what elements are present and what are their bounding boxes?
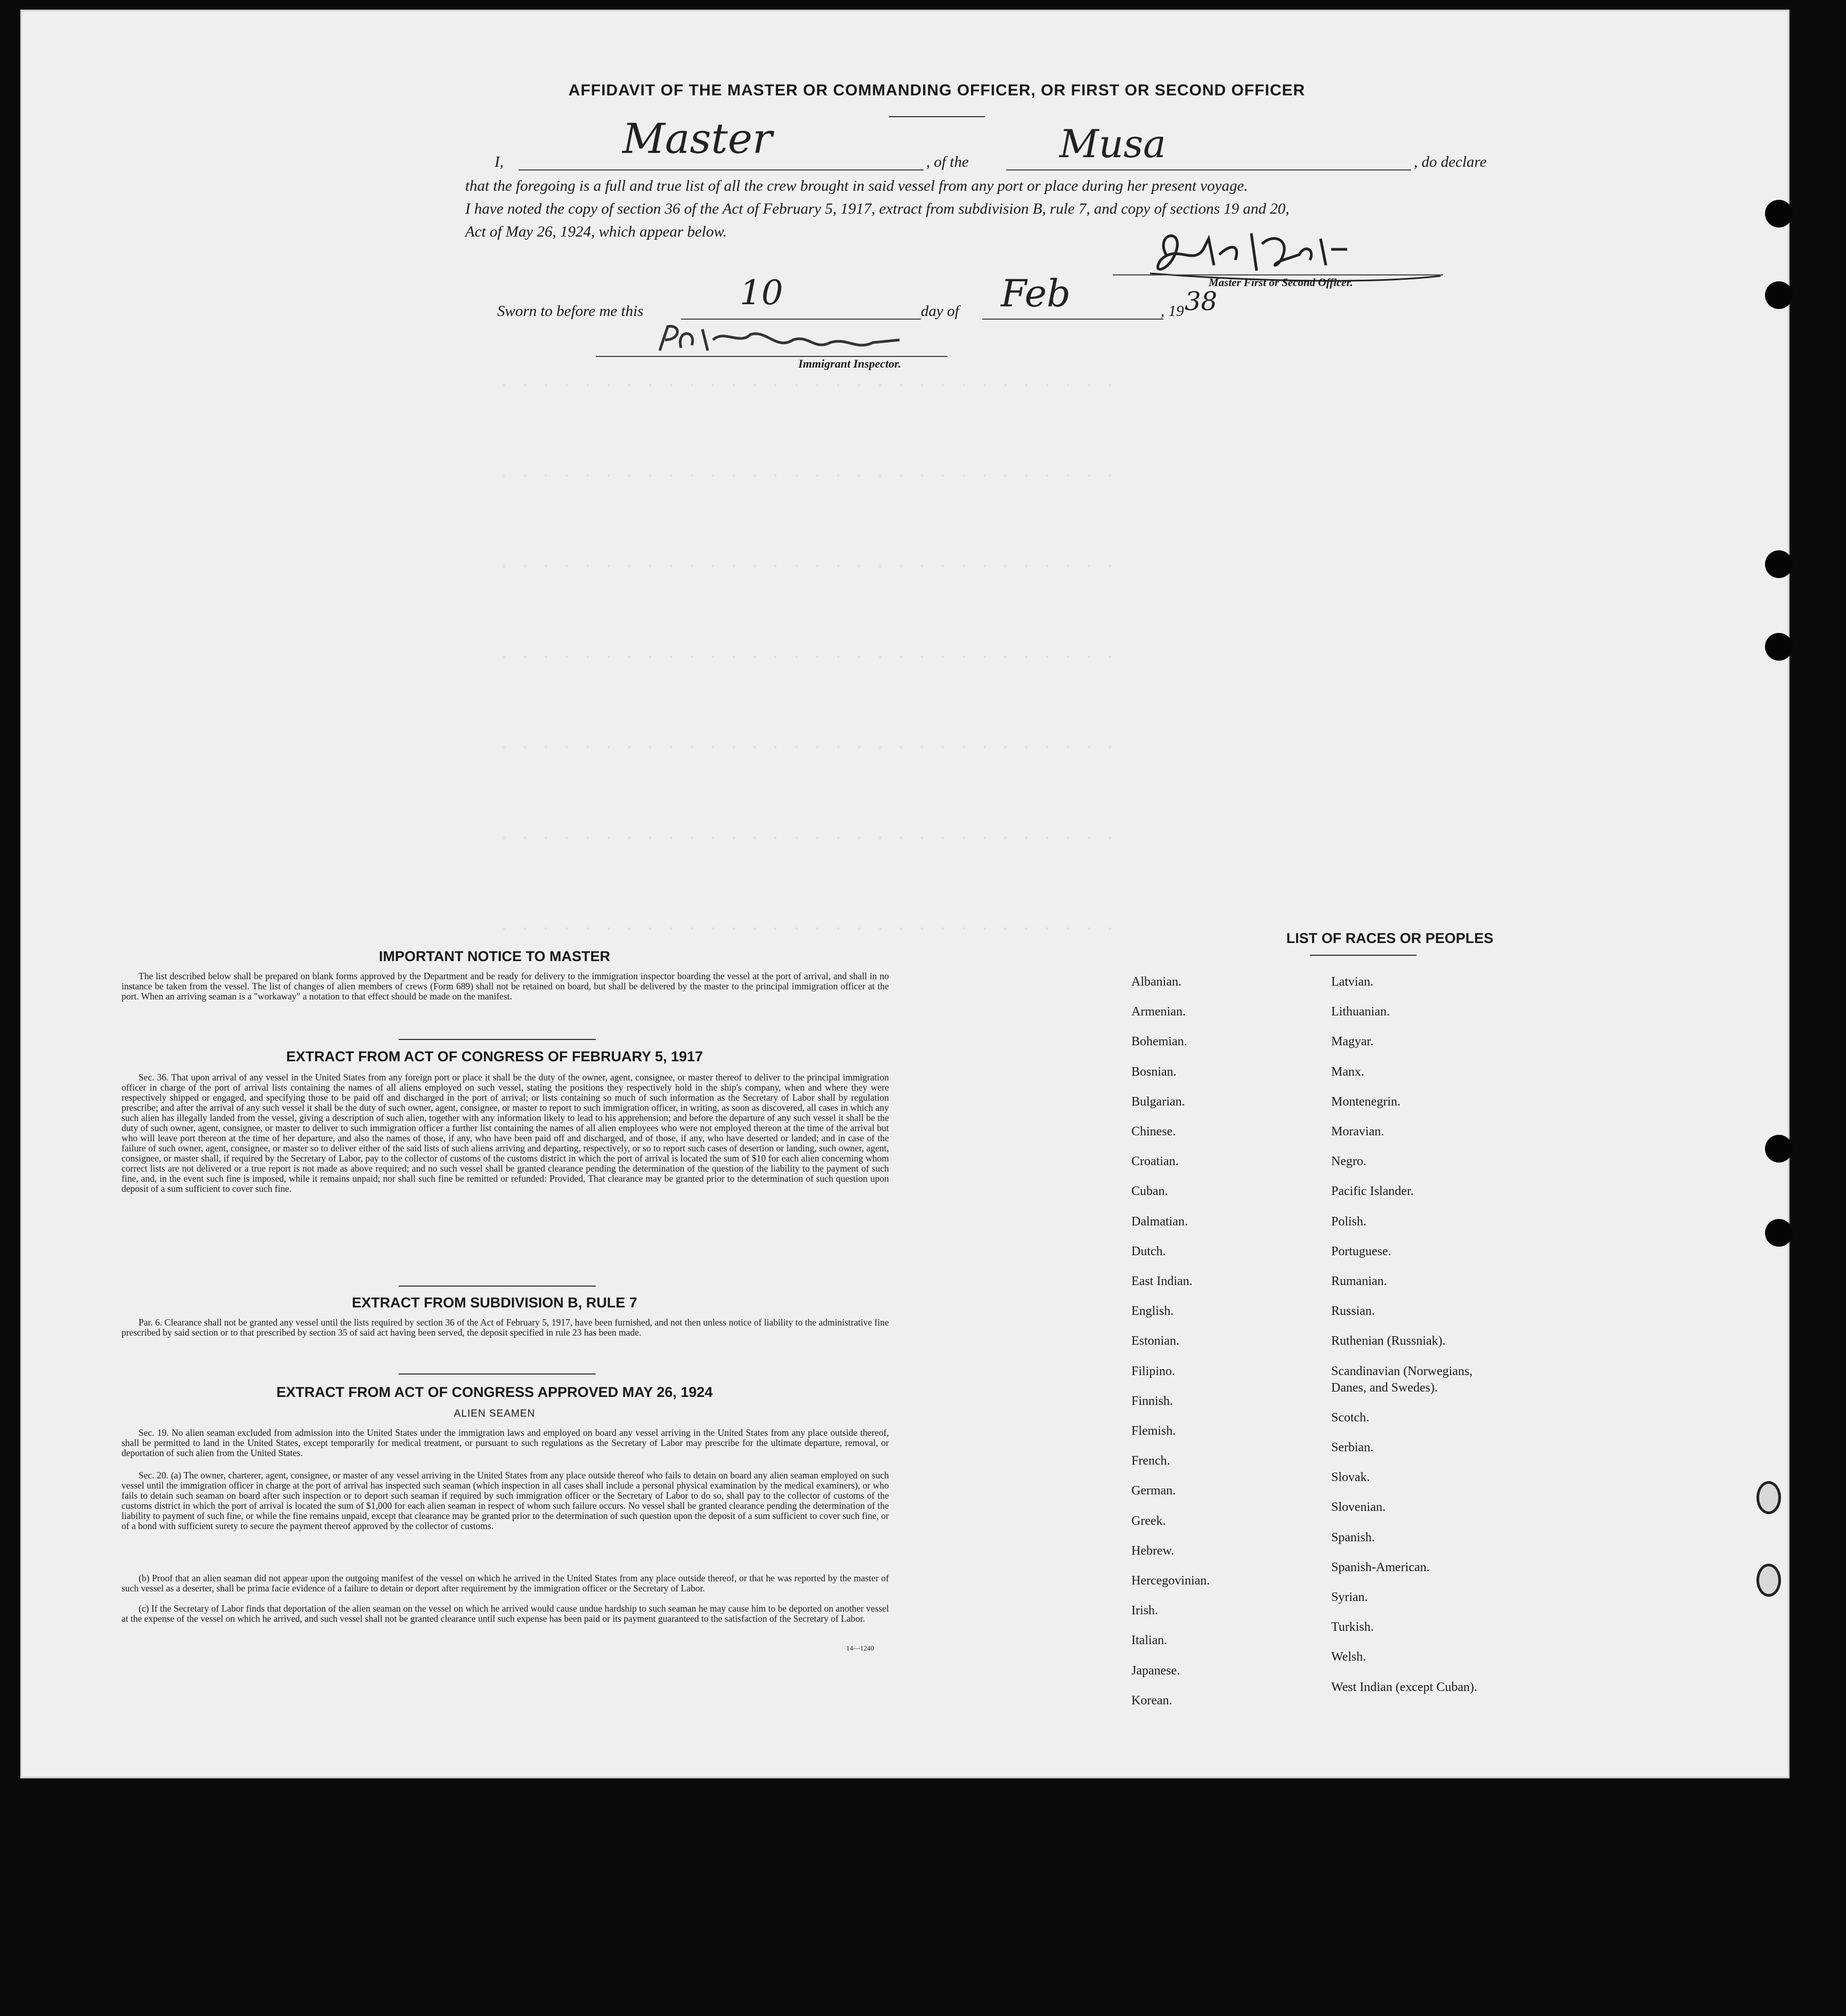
extract-1917-divider bbox=[399, 1286, 596, 1287]
affidavit-line-2: I have noted the copy of section 36 of the Act of February 5, 1917, extract from subdivision B, rule 7, and copy of sections 19 and 20, bbox=[465, 200, 1290, 217]
notice-body: The list described below shall be prepared on blank forms approved by the Department and be ready for delivery to the immigration inspector boarding the vessel at the port of arrival, and shall in no instance be taken from the vessel. The list of changes of alien members of crews (Form 689) shall not be retained on board, but shall be delivered by the master to the principal immigration officer at the port. When an arriving seaman is a "workaway" a notation to that effect should be made on the manifest. bbox=[122, 971, 889, 1002]
binder-ring bbox=[1756, 1481, 1781, 1514]
race-item: East Indian. bbox=[1131, 1274, 1193, 1288]
race-item: Croatian. bbox=[1131, 1155, 1179, 1169]
races-divider bbox=[1310, 955, 1416, 956]
race-item: Scandinavian (Norwegians, bbox=[1331, 1364, 1473, 1378]
vessel-line bbox=[1006, 169, 1411, 170]
rule7-body: Par. 6. Clearance shall not be granted any vessel until the lists required by section 36 of the Act of February 5, 1917, have been furnished, and not then unless notice of liability to the administrative fine prescribed by said section or to that prescribed by section 35 of said act having been served, the deposit specified in rule 23 has been made. bbox=[122, 1317, 889, 1338]
inspector-caption: Immigrant Inspector. bbox=[798, 357, 902, 370]
race-item: Negro. bbox=[1331, 1155, 1366, 1169]
race-item: Spanish. bbox=[1331, 1530, 1375, 1544]
race-item: Serbian. bbox=[1331, 1441, 1374, 1454]
race-item: Filipino. bbox=[1131, 1364, 1176, 1378]
handwritten-rank: Master bbox=[622, 115, 773, 163]
race-item: Syrian. bbox=[1331, 1590, 1368, 1604]
document-page bbox=[20, 10, 1790, 1778]
race-item: Turkish. bbox=[1331, 1620, 1374, 1635]
race-item: Spanish-American. bbox=[1331, 1560, 1430, 1574]
race-item: Lithuanian. bbox=[1331, 1005, 1390, 1019]
notice-divider bbox=[399, 1039, 596, 1040]
officer-caption: Master First or Second Officer. bbox=[1209, 276, 1353, 289]
sec19-text: Sec. 19. No alien seaman excluded from admission into the United States under the immigration laws and employed on board any vessel arriving in the United States from any place outside thereof, shall be permitted to land in the United States, except temporarily for medical treatment, or pursuant to such regulations as the Secretary of Labor may prescribe for the ultimate departure, removal, or deportation of such alien from the United States. bbox=[122, 1427, 889, 1458]
race-item: Bosnian. bbox=[1131, 1064, 1177, 1079]
rank-line bbox=[519, 169, 924, 170]
day-of-label: day of bbox=[921, 303, 959, 320]
race-item: Italian. bbox=[1131, 1633, 1168, 1648]
affidavit-title: AFFIDAVIT OF THE MASTER OR COMMANDING OFFICER, OR FIRST OR SECOND OFFICER bbox=[568, 82, 1306, 99]
month-line bbox=[982, 319, 1163, 320]
year-prefix: , 19 bbox=[1161, 303, 1184, 320]
race-item: Bohemian. bbox=[1131, 1035, 1187, 1049]
binder-hole bbox=[1765, 1219, 1793, 1247]
race-item: Cuban. bbox=[1131, 1184, 1168, 1199]
race-item: Finnish. bbox=[1131, 1394, 1173, 1408]
race-item: Moravian. bbox=[1331, 1125, 1384, 1139]
notice-title: IMPORTANT NOTICE TO MASTER bbox=[379, 948, 610, 964]
race-item: Manx. bbox=[1331, 1064, 1364, 1079]
race-item: Montenegrin. bbox=[1331, 1094, 1400, 1109]
race-item: German. bbox=[1131, 1484, 1176, 1498]
extract-1917-body: Sec. 36. That upon arrival of any vessel in the United States from any foreign port or place it shall be the duty of the owner, agent, consignee, or master thereof to deliver to the principal immigration officer in charge of the port of arrival lists containing the names of all aliens employed on such vessel, stating the positions they respectively hold in the ship's company, when and where they were respectively shipped or engaged, and specifying those to be paid off and discharged in the port of arrival; or lists containing so much of such information as the Secretary of Labor shall by regulation prescribe; and after the arrival of any such vessel it shall be the duty of such owner, agent, consignee, or master to report to such immigration officer, in writing, as soon as discovered, all cases in which any such alien has illegally landed from the vessel, giving a description of such alien, together with any information likely to lead to his apprehension; and before the departure of any such vessel it shall be the duty of such owner, agent, consignee, or master to deliver to such immigration officer a further list containing the names of all alien employees who were not employed thereon at the time of the arrival but who will leave port thereon at the time of her departure, and also the names of those, if any, who have been paid off and discharged, and of those, if any, who have deserted or landed; and in case of the failure of such owner, agent, consignee, or master so to deliver either of the said lists of such aliens arriving and departing, respectively, or so to report such cases of desertion or landing, such owner, agent, consignee, or master shall, if required by the Secretary of Labor, pay to the collector of customs of the customs district in which the port of arrival is located the sum of $10 for each alien concerning whom correct lists are not delivered or a true report is not made as above required; and no such vessel shall be granted clearance pending the determination of the question of the liability to the payment of such fine, and, in the event such fine is imposed, while it remains unpaid; nor shall such fine be remitted or refunded: Provided, That clearance may be granted prior to the determination of such question upon deposit of a sum sufficient to cover such fine. bbox=[122, 1072, 889, 1194]
sec20b-text: (b) Proof that an alien seaman did not appear upon the outgoing manifest of the vessel on which he arrived in the United States from any place outside thereof, or that he was reported by the master of such vessel as a deserter, shall be prima facie evidence of a failure to detain or deport after requirement by the immigration officer or the Secretary of Labor. bbox=[122, 1573, 889, 1594]
form-number: 14—1240 bbox=[846, 1644, 874, 1652]
race-item: Dutch. bbox=[1131, 1244, 1166, 1258]
do-declare-label: , do declare bbox=[1414, 153, 1487, 170]
sec20a-text: Sec. 20. (a) The owner, charterer, agent, consignee, or master of any vessel arriving in the United States from any place outside thereof who fails to detain on board any alien seaman employed on such vessel until the immigration officer in charge at the port of arrival has inspected such seaman (which inspection in all cases shall include a personal physical examination by the medical examiners), or who fails to detain such seaman on board after such inspection or to deport such seaman if required by such immigration officer or the Secretary of Labor to do so, shall pay to the collector of customs of the customs district in which the port of arrival is located the sum of $1,000 for each alien seaman in respect of whom such failure occurs. No vessel shall be granted clearance pending the determination of the liability to payment of such fine, or while the fine remains unpaid, except that clearance may be granted prior to the determination of such question upon the deposit of a sum sufficient to cover such fine, or of a bond with sufficient surety to secure the payment thereof approved by the collector of customs. bbox=[122, 1470, 889, 1531]
race-item: English. bbox=[1131, 1304, 1174, 1319]
sworn-label: Sworn to before me this bbox=[497, 303, 644, 320]
binder-hole bbox=[1765, 281, 1793, 309]
affidavit-line-1: that the foregoing is a full and true list of all the crew brought in said vessel from any port or place during her present voyage. bbox=[465, 177, 1248, 194]
rule7-divider bbox=[399, 1373, 596, 1375]
race-item: Greek. bbox=[1131, 1514, 1166, 1528]
race-item: Bulgarian. bbox=[1131, 1094, 1185, 1109]
race-item: Scotch. bbox=[1331, 1410, 1370, 1425]
race-item: Japanese. bbox=[1131, 1663, 1180, 1678]
race-item: Polish. bbox=[1331, 1214, 1367, 1229]
race-item: Russian. bbox=[1331, 1304, 1375, 1319]
affidavit-intro: I, bbox=[495, 153, 504, 170]
race-item: Dalmatian. bbox=[1131, 1214, 1188, 1229]
race-item: Estonian. bbox=[1131, 1334, 1179, 1348]
extract-1917-title: EXTRACT FROM ACT OF CONGRESS OF FEBRUARY 5, 1917 bbox=[286, 1048, 703, 1064]
race-item: Danes, and Swedes). bbox=[1331, 1380, 1438, 1395]
race-item: West Indian (except Cuban). bbox=[1331, 1680, 1477, 1694]
sec20c-text: (c) If the Secretary of Labor finds that deportation of the alien seaman on the vessel on which he arrived would cause undue hardship to such seaman he may cause him to be deported on another vessel at the expense of the vessel on which he arrived, and such vessel shall not be granted clearance until such expense has been paid or its payment guaranteed to the satisfaction of the Secretary of Labor. bbox=[122, 1603, 889, 1624]
alien-seamen-subtitle: ALIEN SEAMEN bbox=[454, 1408, 536, 1419]
extract-1924-title: EXTRACT FROM ACT OF CONGRESS APPROVED MAY 26, 1924 bbox=[276, 1384, 713, 1400]
handwritten-year: 38 bbox=[1185, 287, 1218, 316]
binder-hole bbox=[1765, 633, 1793, 661]
race-item: Flemish. bbox=[1131, 1424, 1176, 1438]
binder-ring bbox=[1756, 1564, 1781, 1597]
handwritten-day: 10 bbox=[740, 273, 783, 313]
handwritten-vessel: Musa bbox=[1059, 121, 1166, 166]
race-item: Irish. bbox=[1131, 1604, 1158, 1618]
race-item: Armenian. bbox=[1131, 1005, 1186, 1019]
handwritten-month: Feb bbox=[1001, 272, 1071, 315]
rule7-title: EXTRACT FROM SUBDIVISION B, RULE 7 bbox=[352, 1295, 637, 1311]
race-item: Hebrew. bbox=[1131, 1543, 1175, 1558]
race-item: Slovenian. bbox=[1331, 1500, 1386, 1515]
race-item: Albanian. bbox=[1131, 975, 1181, 989]
affidavit-line-3: Act of May 26, 1924, which appear below. bbox=[465, 223, 727, 240]
race-item: Pacific Islander. bbox=[1331, 1184, 1414, 1199]
race-item: Slovak. bbox=[1331, 1470, 1370, 1485]
race-item: Ruthenian (Russniak). bbox=[1331, 1334, 1446, 1348]
binder-hole bbox=[1765, 1135, 1793, 1163]
race-item: Rumanian. bbox=[1331, 1274, 1387, 1288]
races-title: LIST OF RACES OR PEOPLES bbox=[1286, 930, 1494, 946]
race-item: Magyar. bbox=[1331, 1035, 1374, 1049]
race-item: Chinese. bbox=[1131, 1125, 1176, 1139]
binder-hole bbox=[1765, 200, 1793, 227]
title-divider bbox=[889, 116, 985, 117]
bleed-through-text: · · · · · · · · · · · · · · · · · · · · · · · · · · · · · · · · · · · · · · · · · · · · · · · · · · · · · · · · · · · · · · · · · · · · · · · · · · · · · · · · · · · · · · · · · · · · · · · · · · · · · · · · · · · · · · · · · · · · · · · · · · · · · · · · · · · · · · · · · · · · · · · · · · · · · · · · · · · · · · · · · · · · · · · · · · · · · · · · · · · · · · · · · · · · · · · · · · · · · · · · · · · · · · · · · · bbox=[500, 377, 1116, 937]
race-item: Latvian. bbox=[1331, 975, 1374, 989]
of-the-label: , of the bbox=[926, 153, 969, 170]
race-item: Portuguese. bbox=[1331, 1244, 1391, 1258]
race-item: Welsh. bbox=[1331, 1650, 1366, 1664]
binder-hole bbox=[1765, 550, 1793, 578]
race-item: Korean. bbox=[1131, 1693, 1172, 1708]
signature-line bbox=[1113, 274, 1443, 275]
race-item: Hercegovinian. bbox=[1131, 1574, 1210, 1588]
race-item: French. bbox=[1131, 1454, 1170, 1468]
